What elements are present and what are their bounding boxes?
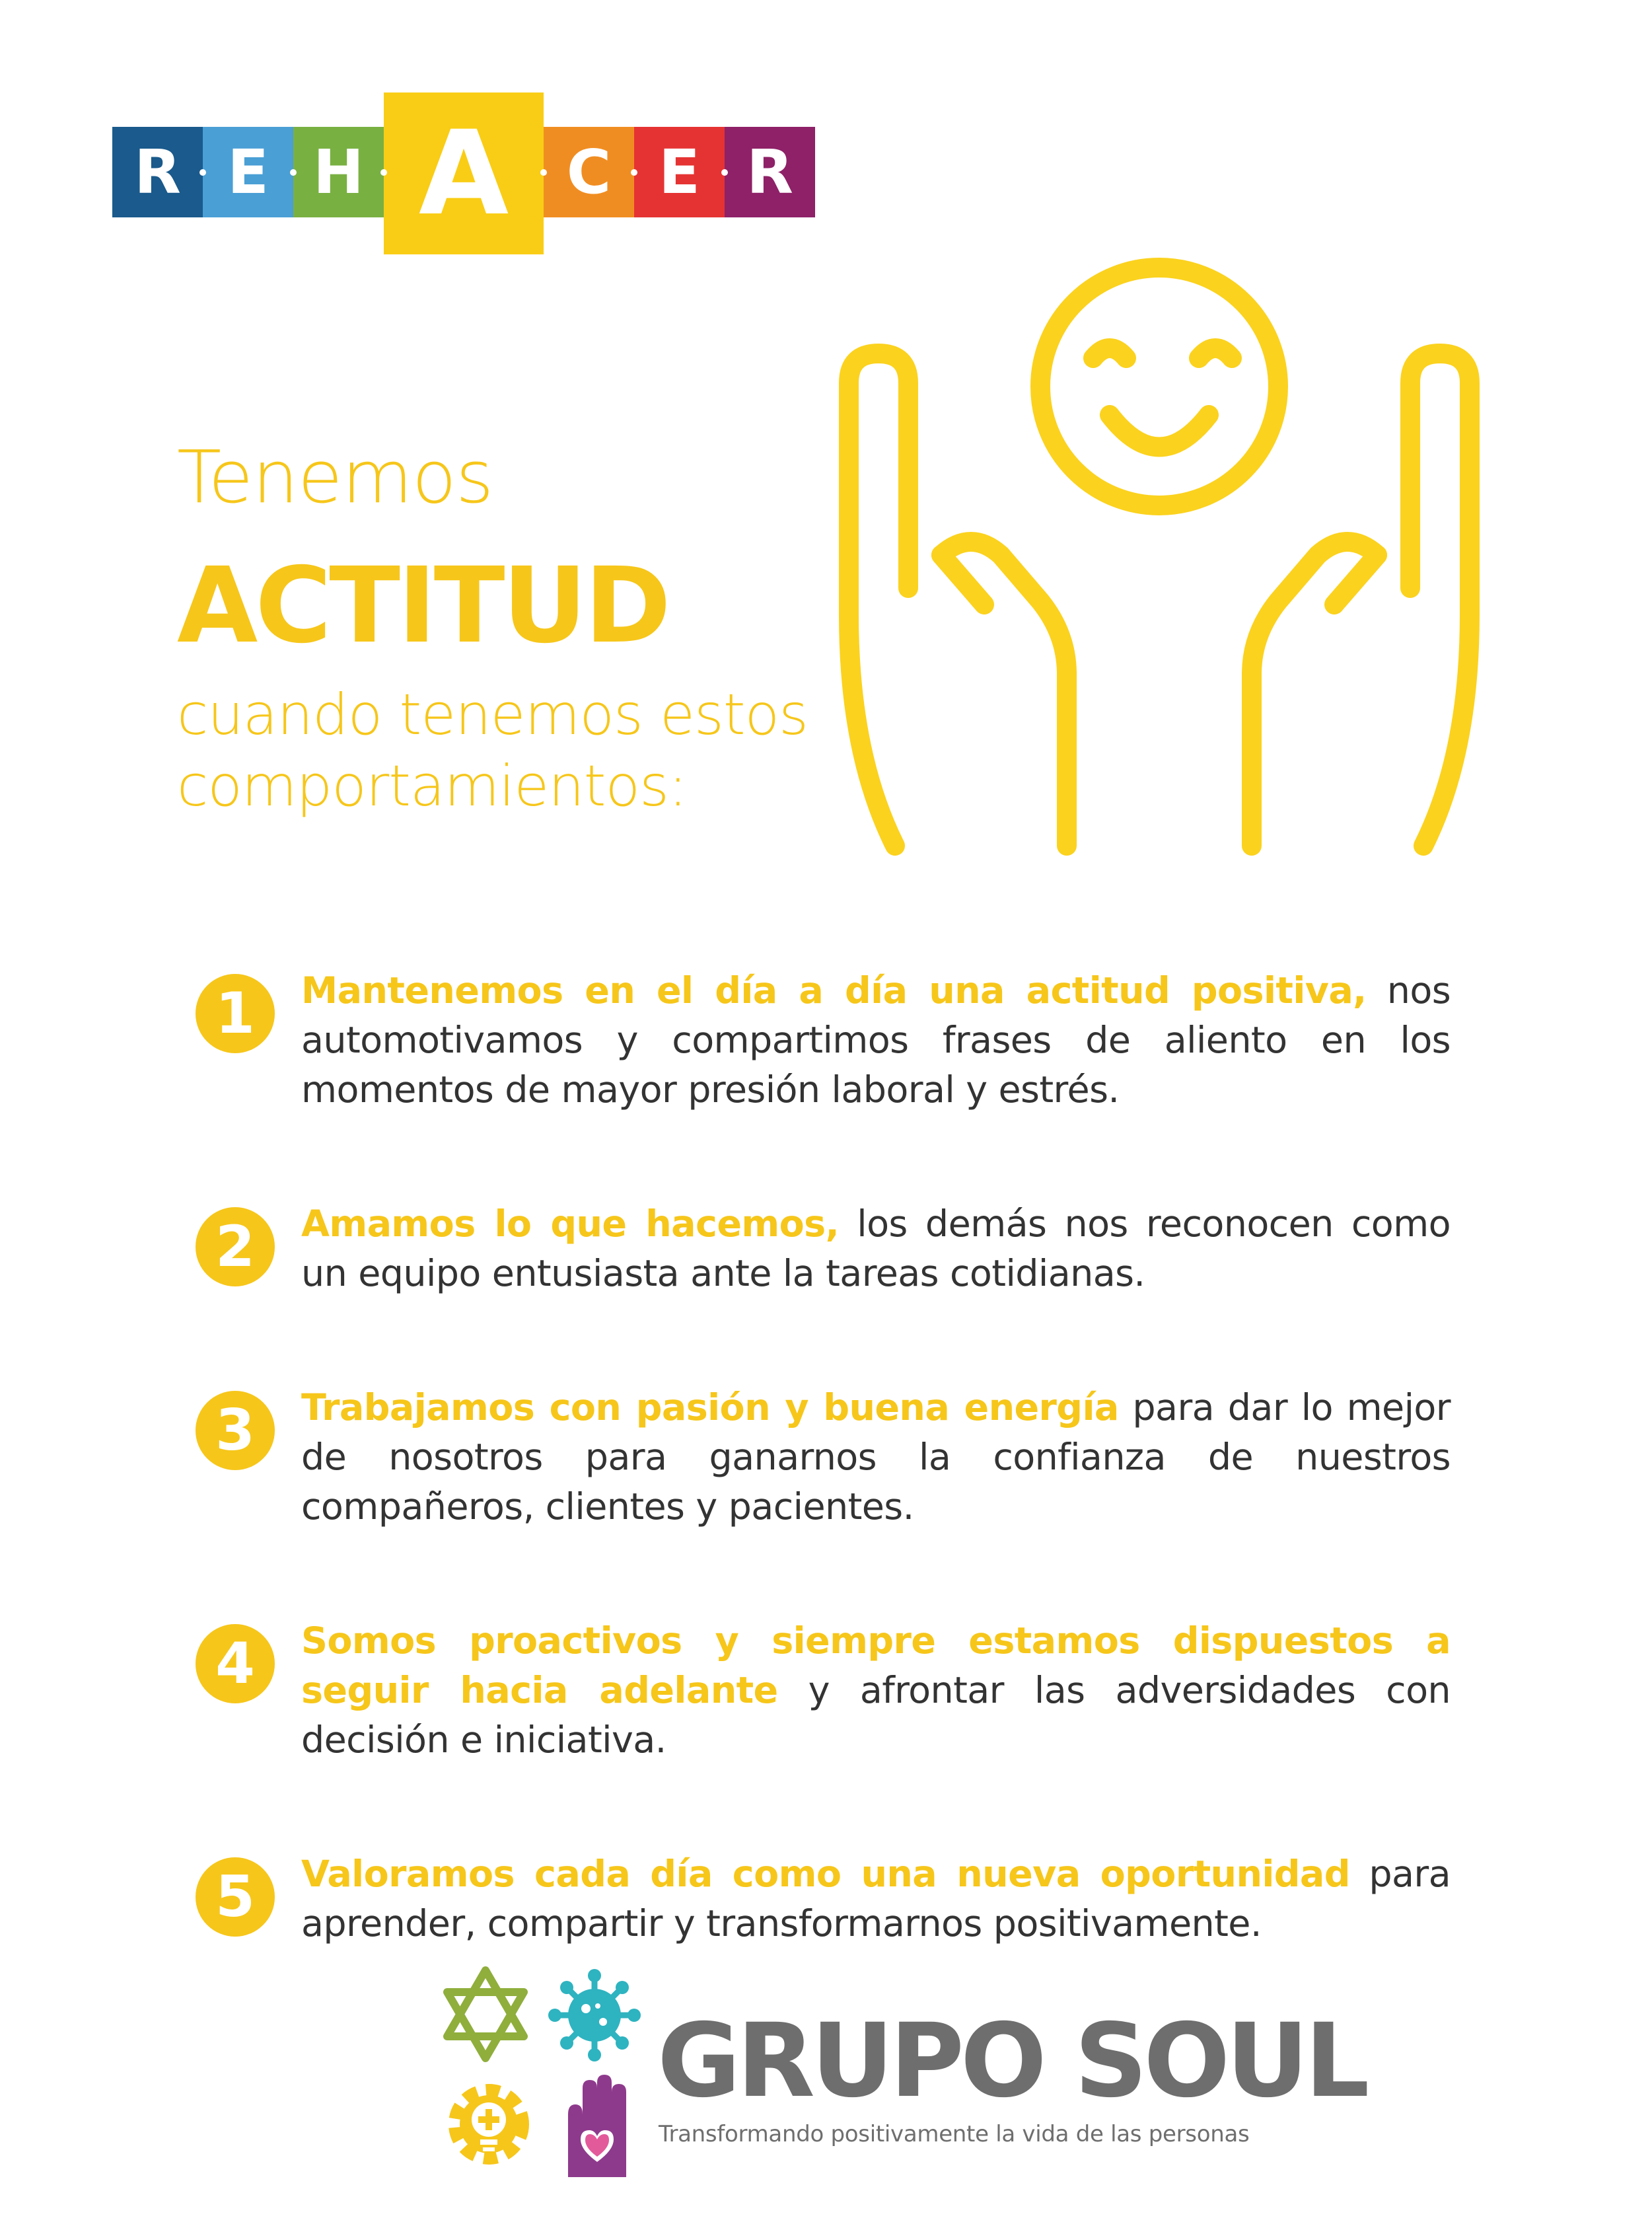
item-rest: para aprender, compartir y transformarnos positivamente. (301, 1853, 1451, 1945)
logo-dot (631, 169, 637, 176)
item-rest: y afrontar las adversidades con decisión e iniciativa. (301, 1669, 1451, 1762)
item-rest: para dar lo mejor de nosotros para ganarnos la confianza de nuestros compañeros, clientes y pacientes. (301, 1386, 1451, 1528)
rehacer-logo (112, 93, 819, 254)
item-highlight: Somos proactivos y siempre estamos dispuestos a seguir hacia adelante (301, 1619, 1451, 1712)
brand-name: GRUPO SOUL (657, 2002, 1366, 2120)
heading-pre: Tenemos (177, 435, 493, 519)
hand-heart-icon (568, 2075, 626, 2177)
item-rest: los demás nos reconocen como un equipo entusiasta ante la tareas cotidianas. (301, 1203, 1451, 1295)
item-text (301, 1849, 1451, 1948)
item-rest: nos automotivamos y compartimos frases de aliento en los momentos de mayor presión laboral y estrés. (301, 969, 1451, 1111)
behaviors-list (196, 966, 1451, 1948)
brand-tagline: Transformando positivamente la vida de las personas (659, 2121, 1250, 2147)
virus-icon (548, 1969, 641, 2061)
list-item (196, 966, 1451, 1115)
item-text (301, 1383, 1451, 1532)
number-badge: 3 (196, 1391, 275, 1470)
star-of-david-icon (447, 1970, 524, 2058)
number-badge: 1 (196, 974, 275, 1053)
item-text (301, 966, 1451, 1115)
item-highlight: Trabajamos con pasión y buena energía (301, 1386, 1119, 1429)
logo-dot (721, 169, 728, 176)
logo-letter-c: C (544, 127, 634, 217)
heading-main: ACTITUD (177, 545, 669, 667)
logo-dot (380, 169, 387, 176)
logo-letter-a: A (384, 93, 544, 254)
number-badge: 5 (196, 1857, 275, 1937)
item-highlight: Mantenemos en el día a día una actitud positiva, (301, 969, 1367, 1012)
logo-letter-r2: R (725, 127, 815, 217)
logo-letter-r: R (112, 127, 203, 217)
item-highlight: Amamos lo que hacemos, (301, 1203, 840, 1245)
item-text (301, 1199, 1451, 1298)
logo-dot (199, 169, 206, 176)
number-badge: 2 (196, 1207, 275, 1286)
number-badge: 4 (196, 1624, 275, 1703)
hands-raised-smiley-icon (839, 244, 1480, 866)
logo-dot (540, 169, 547, 176)
item-text (301, 1616, 1451, 1765)
gear-bulb-cross-icon (456, 2091, 522, 2157)
list-item (196, 1199, 1451, 1298)
logo-letter-e: E (203, 127, 293, 217)
item-highlight: Valoramos cada día como una nueva oportunidad (301, 1853, 1350, 1896)
grupo-soul-icons (439, 1962, 651, 2180)
list-item (196, 1849, 1451, 1948)
list-item (196, 1383, 1451, 1532)
heading-post: cuando tenemos estos comportamientos: (177, 682, 808, 819)
logo-dot (290, 169, 297, 176)
logo-letter-e2: E (634, 127, 725, 217)
list-item (196, 1616, 1451, 1765)
logo-letter-h: H (293, 127, 384, 217)
